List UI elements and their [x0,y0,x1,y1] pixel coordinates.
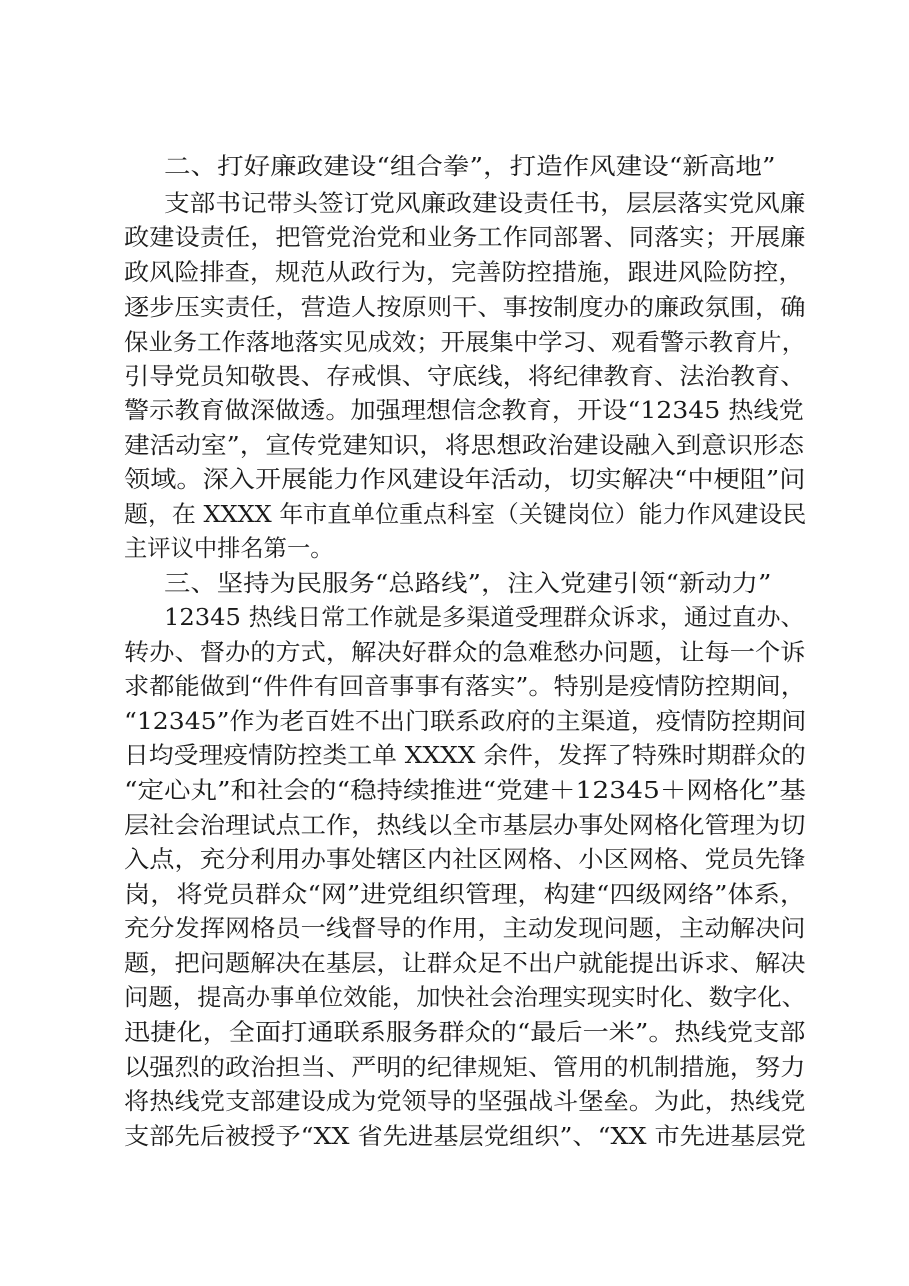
section-heading-2: 二、打好廉政建设“组合拳”，打造作风建设“新高地” [164,152,776,180]
paragraph-line: 以强烈的政治担当、严明的纪律规矩、管用的机制措施，努力 [124,1053,806,1081]
paragraph-line: 将热线党支部建设成为党领导的坚强战斗堡垒。为此，热线党 [124,1087,806,1115]
paragraph-line: 建活动室”，宣传党建知识，将思想政治建设融入到意识形态 [124,431,805,459]
paragraph-line: 题，把问题解决在基层，让群众足不出户就能提出诉求、解决 [124,949,806,977]
paragraph-line: 政建设责任，把管党治党和业务工作同部署、同落实；开展廉 [124,223,806,251]
paragraph-line: 入点，充分利用办事处辖区内社区网格、小区网格、党员先锋 [124,845,806,873]
paragraph-line: 充分发挥网格员一线督导的作用，主动发现问题，主动解决问 [124,914,806,942]
paragraph-line: 政风险排查，规范从政行为，完善防控措施，跟进风险防控， [124,258,804,286]
paragraph-line: 12345 热线日常工作就是多渠道受理群众诉求，通过直办、 [164,603,805,631]
paragraph-line: 转办、督办的方式，解决好群众的急难愁办问题，让每一个诉 [124,638,806,666]
paragraph-line: 岗，将党员群众“网”进党组织管理，构建“四级网络”体系， [124,880,807,908]
paragraph-line: 主评议中排名第一。 [124,534,334,562]
paragraph-line: 领域。深入开展能力作风建设年活动，切实解决“中梗阻”问 [124,465,806,493]
paragraph-line: 求都能做到“件件有回音事事有落实”。特别是疫情防控期间， [124,672,807,700]
paragraph-line: 迅捷化，全面打通联系服务群众的“最后一米”。热线党支部 [124,1018,806,1046]
section-heading-3: 三、坚持为民服务“总路线”，注入党建引领“新动力” [164,569,772,597]
paragraph-line: 题，在 XXXX 年市直单位重点科室（关键岗位）能力作风建设民 [124,500,807,528]
paragraph-line: “定心丸”和社会的“稳持续推进“党建＋12345＋网格化”基 [124,776,806,804]
paragraph-line: 层社会治理试点工作，热线以全市基层办事处网格化管理为切 [124,811,806,839]
paragraph-line: 问题，提高办事单位效能，加快社会治理实现实时化、数字化、 [124,983,807,1011]
paragraph-line: “12345”作为老百姓不出门联系政府的主渠道，疫情防控期间 [124,707,807,735]
paragraph-line: 警示教育做深做透。加强理想信念教育，开设“12345 热线党 [124,396,804,424]
paragraph-line: 支部先后被授予“XX 省先进基层党组织”、“XX 市先进基层党 [124,1122,806,1150]
paragraph-line: 逐步压实责任，营造人按原则干、事按制度办的廉政氛围，确 [124,293,806,321]
paragraph-line: 引导党员知敬畏、存戒惧、守底线，将纪律教育、法治教育、 [124,362,806,390]
paragraph-line: 保业务工作落地落实见成效；开展集中学习、观看警示教育片， [124,328,807,356]
paragraph-line: 支部书记带头签订党风廉政建设责任书，层层落实党风廉 [164,189,806,217]
paragraph-line: 日均受理疫情防控类工单 XXXX 余件，发挥了特殊时期群众的 [124,741,806,769]
